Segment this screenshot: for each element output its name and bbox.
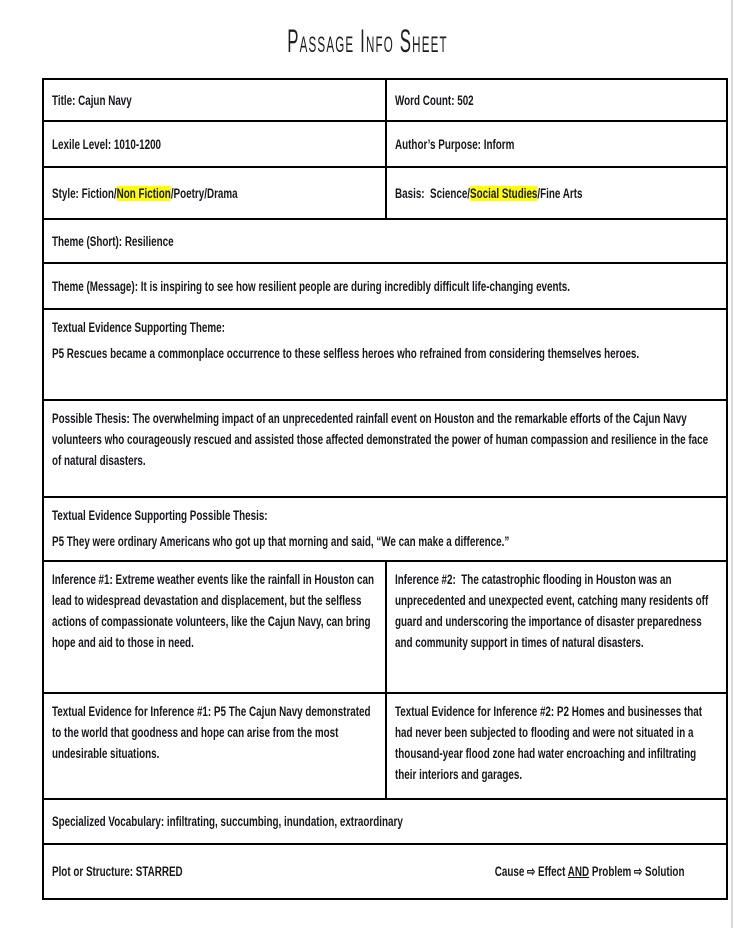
table-row-title	[43, 79, 727, 121]
page-title: Passage Info Sheet	[287, 24, 448, 60]
basis-cell	[386, 167, 727, 219]
evidence-theme-text: P5 Rescues became a commonplace occurrence to these selfless heroes who refrained from considering themselves heroes.	[52, 346, 640, 361]
plot-structure-value: Plot or Structure: STARRED	[52, 864, 183, 879]
theme-short-cell	[43, 219, 727, 263]
evidence-thesis-label: Textual Evidence Supporting Possible Thesis:	[52, 508, 268, 523]
structure-cell	[43, 844, 727, 899]
word-count-value: Word Count: 502	[395, 92, 474, 108]
title-value: Title: Cajun Navy	[52, 92, 132, 108]
basis-prefix: Basis: Science/	[395, 185, 471, 201]
vocabulary-cell	[43, 799, 727, 844]
evidence-inference-2-text: Textual Evidence for Inference #2: P2 Homes and businesses that had never been subjected to flooding and were not situated in a thousand-year flood zone had water encroaching and infiltrating their interiors and garages.	[395, 704, 703, 782]
problem-solution-segment: Problem ⇨ Solution	[589, 864, 685, 879]
theme-message-cell	[43, 263, 727, 309]
inference-2-cell	[386, 561, 727, 693]
possible-thesis-value: Possible Thesis: The overwhelming impact of an unprecedented rainfall event on Houston and the remarkable efforts of the Cajun Navy volunteers who courageously rescued and assisted those affected demonstrated the power of human compassion and resilience in the face of natural disasters.	[52, 411, 709, 468]
table-row-evidence-inferences	[43, 693, 727, 799]
word-count-cell	[386, 79, 727, 121]
table-row-inferences	[43, 561, 727, 693]
table-row-theme-short	[43, 219, 727, 263]
possible-thesis-cell	[43, 400, 727, 497]
table-row-evidence-thesis	[43, 497, 727, 561]
table-row-theme-message	[43, 263, 727, 309]
evidence-thesis-cell	[43, 497, 727, 561]
theme-short-value: Theme (Short): Resilience	[52, 233, 174, 249]
structure-pattern-value	[495, 861, 685, 882]
basis-highlighted-choice: Social Studies	[470, 185, 538, 201]
table-row-possible-thesis	[43, 400, 727, 497]
table-row-vocabulary	[43, 799, 727, 844]
authors-purpose-value: Author’s Purpose: Inform	[395, 136, 515, 152]
info-table	[42, 78, 728, 900]
evidence-inference-1-cell	[43, 693, 386, 799]
style-cell	[43, 167, 386, 219]
table-row-structure	[43, 844, 727, 899]
lexile-level-value: Lexile Level: 1010-1200	[52, 136, 162, 152]
inference-1-text: Inference #1: Extreme weather events like the rainfall in Houston can lead to widespread devastation and displacement, but the selfless actions of compassionate volunteers, like the Cajun Navy, can bring hope and aid to those in need.	[52, 572, 375, 650]
evidence-theme-label: Textual Evidence Supporting Theme:	[52, 320, 225, 335]
style-prefix: Style: Fiction/	[52, 185, 117, 201]
basis-suffix: /Fine Arts	[537, 185, 583, 201]
evidence-inference-2-cell	[386, 693, 727, 799]
inference-1-cell	[43, 561, 386, 693]
page-edge-line	[731, 0, 733, 928]
evidence-thesis-text: P5 They were ordinary Americans who got up that morning and said, “We can make a difference.”	[52, 534, 510, 549]
and-underlined: AND	[567, 864, 590, 879]
title-cell	[43, 79, 386, 121]
table-row-style-basis	[43, 167, 727, 219]
evidence-inference-1-text: Textual Evidence for Inference #1: P5 The Cajun Navy demonstrated to the world that goodness and hope can arise from the most undesirable situations.	[52, 704, 371, 761]
evidence-theme-cell	[43, 309, 727, 400]
style-highlighted-choice: Non Fiction	[116, 185, 171, 201]
theme-message-value: Theme (Message): It is inspiring to see how resilient people are during incredibly difficult life-changing events.	[52, 278, 571, 294]
table-row-evidence-theme	[43, 309, 727, 400]
style-suffix: /Poetry/Drama	[170, 185, 238, 201]
vocabulary-value: Specialized Vocabulary: infiltrating, succumbing, inundation, extraordinary	[52, 814, 403, 829]
inference-2-text: Inference #2: The catastrophic flooding in Houston was an unprecedented and unexpected event, catching many residents off guard and underscoring the importance of disaster preparedness and community support in times of natural disasters.	[395, 572, 709, 650]
lexile-level-cell	[43, 121, 386, 167]
table-row-level	[43, 121, 727, 167]
authors-purpose-cell	[386, 121, 727, 167]
cause-effect-segment: Cause ⇨ Effect	[494, 864, 568, 879]
